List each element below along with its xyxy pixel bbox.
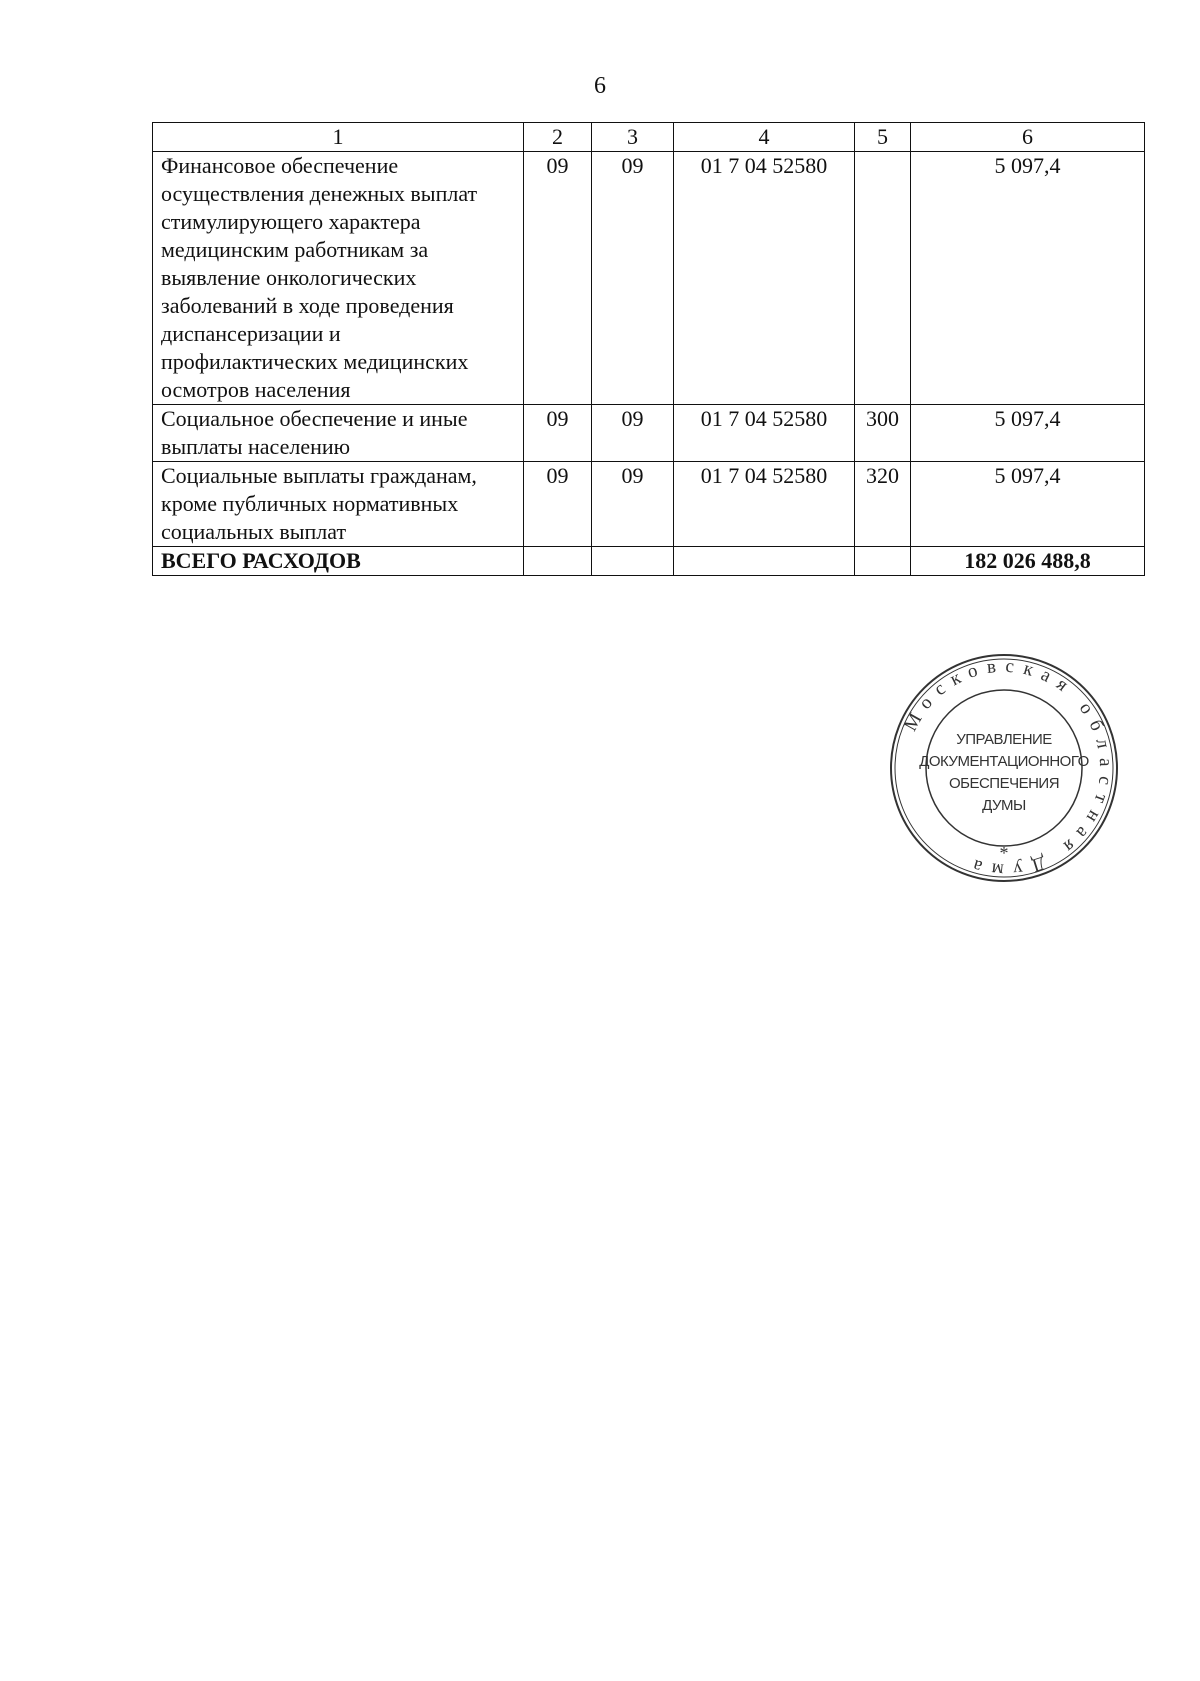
stamp-line: ДУМЫ xyxy=(982,797,1026,814)
official-stamp xyxy=(888,652,1120,884)
stamp-star-icon: * xyxy=(999,843,1009,863)
column-header: 3 xyxy=(592,123,674,152)
column-header: 1 xyxy=(153,123,524,152)
row-rz: 09 xyxy=(524,462,592,547)
row-rz: 09 xyxy=(524,405,592,462)
row-name: Социальные выплаты гражданам, кроме публичных нормативных социальных выплат xyxy=(153,462,524,547)
total-amount: 182 026 488,8 xyxy=(911,547,1145,576)
total-label: ВСЕГО РАСХОДОВ xyxy=(153,547,524,576)
row-name: Социальное обеспечение и иные выплаты населению xyxy=(153,405,524,462)
column-header: 4 xyxy=(674,123,855,152)
row-vr: 300 xyxy=(855,405,911,462)
table-row xyxy=(153,152,1145,405)
column-header: 6 xyxy=(911,123,1145,152)
empty-cell xyxy=(524,547,592,576)
row-pr: 09 xyxy=(592,462,674,547)
row-rz: 09 xyxy=(524,152,592,405)
row-pr: 09 xyxy=(592,152,674,405)
table-row xyxy=(153,462,1145,547)
row-amount: 5 097,4 xyxy=(911,152,1145,405)
column-header: 2 xyxy=(524,123,592,152)
stamp-line: УПРАВЛЕНИЕ xyxy=(956,731,1052,748)
row-csr: 01 7 04 52580 xyxy=(674,462,855,547)
empty-cell xyxy=(674,547,855,576)
expenditure-table xyxy=(152,122,1145,576)
table-row xyxy=(153,405,1145,462)
stamp-outer-text: Московская областная Дума xyxy=(899,655,1117,881)
row-amount: 5 097,4 xyxy=(911,405,1145,462)
table-header-row xyxy=(153,123,1145,152)
empty-cell xyxy=(592,547,674,576)
column-header: 5 xyxy=(855,123,911,152)
total-row xyxy=(153,547,1145,576)
row-vr xyxy=(855,152,911,405)
row-vr: 320 xyxy=(855,462,911,547)
row-amount: 5 097,4 xyxy=(911,462,1145,547)
row-csr: 01 7 04 52580 xyxy=(674,405,855,462)
row-csr: 01 7 04 52580 xyxy=(674,152,855,405)
stamp-line: ДОКУМЕНТАЦИОННОГО xyxy=(919,753,1089,770)
empty-cell xyxy=(855,547,911,576)
row-pr: 09 xyxy=(592,405,674,462)
stamp-line: ОБЕСПЕЧЕНИЯ xyxy=(948,775,1060,792)
page-number: 6 xyxy=(594,73,606,99)
row-name: Финансовое обеспечение осуществления денежных выплат стимулирующего характера медицинским работникам за выявление онкологических заболеваний в ходе проведения диспансеризации и профилактических медицинских осмотров населения xyxy=(153,152,524,405)
